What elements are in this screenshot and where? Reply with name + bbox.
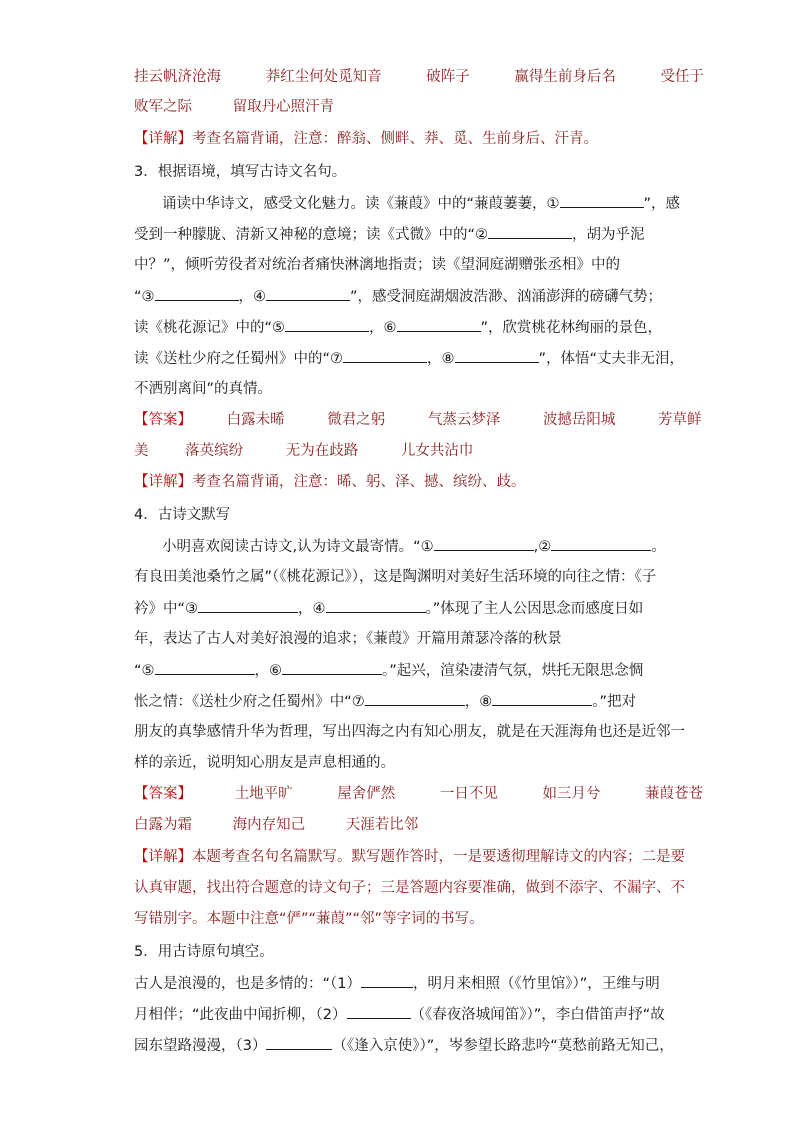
detail-tag: 【详解】 [134,474,192,490]
blank-number: ③ [185,601,199,617]
text-segment: （《春夜洛城闻笛》）”，李白借笛声抒“故 [410,1007,665,1023]
text-segment: ”，感 [643,196,681,212]
answer-item: 蒹葭苍苍 [645,786,704,802]
text-segment: “ [134,663,142,679]
answer-item: 美 [134,443,149,459]
answer-blank[interactable] [282,660,382,675]
text-segment: ，胡为乎泥 [572,227,645,243]
answer-item: 土地平旷 [234,786,293,802]
question-text: 不洒别离间”的真情。 [134,381,273,397]
blank-number: ⑤ [272,320,286,336]
question-text: 年，表达了古人对美好浪漫的追求；《蒹葭》开篇用萧瑟冷落的秋景 [134,631,562,647]
detail-line: 写错别字。本题中注意“俨”“蒹葭”“邻”等字词的书写。 [134,911,484,927]
question-title: 5．用古诗原句填空。 [134,944,274,960]
answer-blank[interactable] [266,286,350,301]
question-text [134,348,684,369]
answer-blank[interactable] [347,1004,411,1019]
blank-number: ④ [312,601,326,617]
answer-item: 赢得生前身后名 [514,69,616,85]
answer-item: 败军之际 [134,99,192,115]
detail-tag: 【详解】 [134,131,192,147]
text-segment: 。 [651,539,666,555]
text-segment: 古人是浪漫的，也是多情的：“（1） [134,976,361,992]
question-text [134,1004,665,1025]
text-segment: 园东望路漫漫，（3） [134,1038,267,1054]
question-title: 3．根据语境，填写古诗文名句。 [134,164,347,180]
text-segment: 月相伴；“此夜曲中闻折柳，（2） [134,1007,347,1023]
answer-blank[interactable] [488,224,572,239]
answer-row [134,67,704,87]
answer-blank[interactable] [266,1035,332,1050]
answer-item: 儿女共沾巾 [400,443,474,459]
text-segment: 读《桃花源记》中的“ [134,320,273,336]
answer-item: 芳草鲜 [658,412,702,428]
question-text [162,536,666,557]
answer-row [134,815,418,835]
text-segment: 受到一种朦胧、清新又神秘的意境；读《式微》中的“ [134,227,476,243]
question-text [134,224,645,245]
text-segment: ， [427,351,442,367]
answer-item: 白露为霜 [134,817,192,833]
answer-blank[interactable] [560,193,644,208]
blank-number: ⑦ [351,694,365,710]
answer-item: 无为在歧路 [285,443,359,459]
answer-blank[interactable] [492,691,592,706]
answer-item: 白露未晞 [226,412,285,428]
answer-blank[interactable] [361,973,413,988]
question-text [134,598,643,619]
text-segment: ”，体悟“丈夫非无泪， [538,351,685,367]
answer-item: 留取丹心照汗青 [232,99,335,115]
text-segment: 小明喜欢阅读古诗文,认为诗文最寄情。“ [162,539,421,555]
answer-item: 气蒸云梦泽 [427,412,501,428]
question-text [134,317,662,338]
text-segment: 怅之情：《送杜少府之任蜀州》中“ [134,694,352,710]
answer-blank[interactable] [397,317,481,332]
answer-row [134,784,703,804]
blank-number: ① [420,539,434,555]
question-text [162,193,680,214]
answer-item: 微君之躬 [327,412,386,428]
answer-row [134,97,334,117]
answer-blank[interactable] [343,348,427,363]
detail-text: 考查名篇背诵，注意：醉翁、侧畔、莽、觅、生前身后、汗青。 [192,131,598,147]
detail-line [134,472,526,492]
question-text: 中？”，倾听劳役者对统治者痛快淋漓地指责；读《望洞庭湖赠张丞相》中的 [134,257,621,273]
detail-line [134,847,685,867]
answer-item: 受任于 [660,69,704,85]
blank-number: ④ [253,289,267,305]
text-segment: , [533,539,539,555]
question-text [134,691,636,712]
question-text [134,660,643,681]
detail-text: 本题考查名句名篇默写。默写题作答时，一是要透彻理解诗文的内容；二是要 [192,849,685,865]
blank-number: ⑧ [441,351,455,367]
text-segment: ， [254,663,270,679]
blank-number: ⑤ [141,663,155,679]
answer-item: 落英缤纷 [185,443,244,459]
detail-text: 考查名篇背诵，注意：晞、躬、泽、撼、缤纷、歧。 [192,474,526,490]
answer-item: 莽红尘何处觅知音 [265,69,382,85]
text-segment: 衿》中“ [134,601,186,617]
text-segment: ， [238,289,254,305]
detail-line [134,129,598,149]
blank-number: ③ [141,289,155,305]
answer-blank[interactable] [285,317,369,332]
answer-blank[interactable] [198,598,298,613]
question-text [134,973,660,994]
answer-item: 海内存知己 [232,817,306,833]
answer-item: 天涯若比邻 [345,817,419,833]
question-text [134,286,662,307]
answer-item: 波撼岳阳城 [542,412,616,428]
text-segment: 。”体现了主人公因思念而感度日如 [425,601,644,617]
text-segment: ， [369,320,384,336]
text-segment: ，明月来相照（《竹里馆》）”，王维与明 [413,976,660,992]
answer-blank[interactable] [551,536,651,551]
text-segment: 读《送杜少府之任蜀州》中的“ [134,351,331,367]
answer-blank[interactable] [455,348,539,363]
answer-row [134,410,702,430]
question-text: 样的亲近，说明知心朋友是声息相通的。 [134,755,395,771]
blank-number: ⑦ [330,351,344,367]
answer-tag: 【答案】 [134,412,192,428]
answer-item: 如三月兮 [542,786,601,802]
blank-number: ② [475,227,489,243]
answer-item: 一日不见 [439,786,498,802]
detail-tag: 【详解】 [134,849,192,865]
text-segment: 。”起兴，渲染凄清气氛，烘托无限思念惆 [382,663,644,679]
text-segment: （《逢入京使》）”，岑参望长路悲吟“莫愁前路无知己， [332,1038,674,1054]
question-text: 朋友的真挚感情升华为哲理，写出四海之内有知心朋友，就是在天涯海角也还是近邻一 [134,724,685,740]
answer-item: 屋舍俨然 [337,786,396,802]
answer-blank[interactable] [365,691,465,706]
blank-number: ② [538,539,552,555]
question-text [134,1035,674,1056]
text-segment: 诵读中华诗文，感受文化魅力。读《蒹葭》中的“蒹葭萋萋， [162,196,547,212]
answer-blank[interactable] [434,536,534,551]
answer-blank[interactable] [155,660,255,675]
text-segment: 。”把对 [592,694,637,710]
answer-tag: 【答案】 [134,786,192,802]
text-segment: ， [298,601,313,617]
question-text: 有良田美池桑竹之属”（《桃花源记》），这是陶渊明对美好生活环境的向往之情：《子 [134,569,657,585]
detail-line: 认真审题，找出符合题意的诗文句子；三是答题内容要准确，做到不添字、不漏字、不 [134,880,685,896]
blank-number: ⑥ [269,663,283,679]
blank-number: ① [546,196,560,212]
text-segment: ”，欣赏桃花林绚丽的景色， [480,320,663,336]
answer-row [134,441,473,461]
text-segment: ， [464,694,480,710]
answer-item: 挂云帆济沧海 [134,69,221,85]
text-segment: “ [134,289,142,305]
text-segment: ”，感受洞庭湖烟波浩渺、汹涌澎湃的磅礴气势； [350,289,663,305]
question-title: 4．古诗文默写 [134,507,231,523]
blank-number: ⑧ [479,694,493,710]
answer-item: 破阵子 [426,69,470,85]
blank-number: ⑥ [383,320,397,336]
answer-blank[interactable] [326,598,426,613]
answer-blank[interactable] [155,286,239,301]
